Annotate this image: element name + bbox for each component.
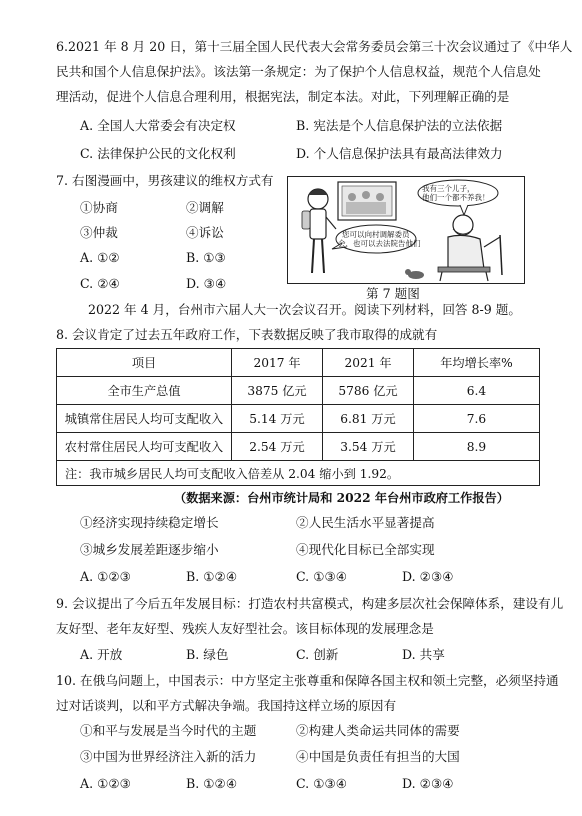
- q10-option-b: B. ①②④: [186, 776, 238, 791]
- table-cell: 农村常住居民人均可支配收入: [57, 433, 232, 461]
- q6-option-a: A. 全国人大常委会有决定权: [80, 118, 236, 133]
- table-cell: 3875 亿元: [232, 377, 323, 405]
- table-row: [57, 433, 540, 461]
- q7-cartoon: [287, 176, 525, 284]
- q9-stem-line1: 9. 会议提出了今后五年发展目标：打造农村共富模式，构建多层次社会保障体系，建设有儿: [56, 596, 564, 611]
- table-cell: 城镇常住居民人均可支配收入: [57, 405, 232, 433]
- table-cell: 3.54 万元: [323, 433, 414, 461]
- q10-item-4: ④中国是负责任有担当的大国: [296, 749, 460, 764]
- q7-option-a: A. ①②: [80, 250, 120, 265]
- q6-stem-line3: 理活动，促进个人信息合理利用，根据宪法，制定本法。对此，下列理解正确的是: [56, 89, 510, 104]
- table-row: [57, 377, 540, 405]
- q8-option-d: D. ②③④: [402, 569, 454, 584]
- q8-option-c: C. ①③④: [296, 569, 348, 584]
- q8-option-b: B. ①②④: [186, 569, 238, 584]
- q7-item-1: ①协商: [80, 200, 118, 215]
- table-cell: 5786 亿元: [323, 377, 414, 405]
- table-header-row: [57, 349, 540, 377]
- q7-item-4: ④诉讼: [186, 225, 224, 240]
- q8-item-2: ②人民生活水平显著提高: [296, 515, 435, 530]
- q7-figure-caption: 第 7 题图: [366, 286, 420, 301]
- q7-item-3: ③仲裁: [80, 225, 118, 240]
- table-cell: 6.81 万元: [323, 405, 414, 433]
- q6-stem-line2: 民共和国个人信息保护法》。该法第一条规定：为了保护个人信息权益，规范个人信息处: [56, 64, 541, 79]
- q8-item-4: ④现代化目标已全部实现: [296, 542, 435, 557]
- table-header-cell: 项目: [57, 349, 232, 377]
- boy-speech-line2: 会，也可以去法院告他们: [338, 239, 421, 248]
- q7-stem: 7. 右图漫画中，男孩建议的维权方式有: [56, 173, 274, 188]
- q6-stem-line1: 6.2021 年 8 月 20 日，第十三届全国人民代表大会常务委员会第三十次会议通过了《中华人: [56, 39, 573, 54]
- q8-data-table: [56, 348, 540, 486]
- q8-item-3: ③城乡发展差距逐步缩小: [80, 542, 219, 557]
- table-cell: 全市生产总值: [57, 377, 232, 405]
- table-cell: 8.9: [414, 433, 540, 461]
- q7-option-c: C. ②④: [80, 276, 120, 291]
- q8-option-a: A. ①②③: [80, 569, 131, 584]
- table-header-cell: 2021 年: [323, 349, 414, 377]
- q10-stem-line2: 过对话谈判，以和平方式解决争端。我国持这样立场的原因有: [56, 698, 397, 713]
- q9-option-d: D. 共享: [402, 647, 445, 662]
- q9-option-a: A. 开放: [80, 647, 123, 662]
- table-cell: 7.6: [414, 405, 540, 433]
- q8-stem: 8. 会议肯定了过去五年政府工作，下表数据反映了我市取得的成就有: [56, 327, 438, 342]
- q10-option-c: C. ①③④: [296, 776, 348, 791]
- q7-item-2: ②调解: [186, 200, 224, 215]
- elder-speech-line2: 他们一个都不养我！: [422, 193, 490, 202]
- q10-item-1: ①和平与发展是当今时代的主题: [80, 723, 257, 738]
- q10-stem-line1: 10. 在俄乌问题上，中国表示：中方坚定主张尊重和保障各国主权和领土完整，必须坚持通: [56, 673, 559, 688]
- q6-option-d: D. 个人信息保护法具有最高法律效力: [296, 146, 503, 161]
- q10-option-a: A. ①②③: [80, 776, 131, 791]
- boy-speech-line1: 您可以向村调解委员: [342, 230, 410, 239]
- elder-speech-line1: 我有三个儿子，: [422, 184, 475, 193]
- q10-item-3: ③中国为世界经济注入新的活力: [80, 749, 257, 764]
- q9-stem-line2: 友好型、老年友好型、残疾人友好型社会。该目标体现的发展理念是: [56, 621, 434, 636]
- q7-option-d: D. ③④: [186, 276, 227, 291]
- q9-option-c: C. 创新: [296, 647, 339, 662]
- table-row: [57, 405, 540, 433]
- q8-item-1: ①经济实现持续稳定增长: [80, 515, 219, 530]
- table-cell: 5.14 万元: [232, 405, 323, 433]
- q6-option-b: B. 宪法是个人信息保护法的立法依据: [296, 118, 503, 133]
- table-cell: 6.4: [414, 377, 540, 405]
- table-note: 注：我市城乡居民人均可支配收入倍差从 2.04 缩小到 1.92。: [57, 461, 540, 486]
- q6-option-c: C. 法律保护公民的文化权利: [80, 146, 236, 161]
- q9-option-b: B. 绿色: [186, 647, 229, 662]
- q10-option-d: D. ②③④: [402, 776, 454, 791]
- q7-option-b: B. ①③: [186, 250, 226, 265]
- table-header-cell: 年均增长率%: [414, 349, 540, 377]
- q8-data-source: （数据来源：台州市统计局和 2022 年台州市政府工作报告）: [174, 491, 509, 505]
- table-cell: 2.54 万元: [232, 433, 323, 461]
- material-intro: 2022 年 4 月，台州市六届人大一次会议召开。阅读下列材料，回答 8-9 题。: [88, 302, 521, 317]
- table-header-cell: 2017 年: [232, 349, 323, 377]
- q10-item-2: ②构建人类命运共同体的需要: [296, 723, 460, 738]
- table-note-row: [57, 461, 540, 486]
